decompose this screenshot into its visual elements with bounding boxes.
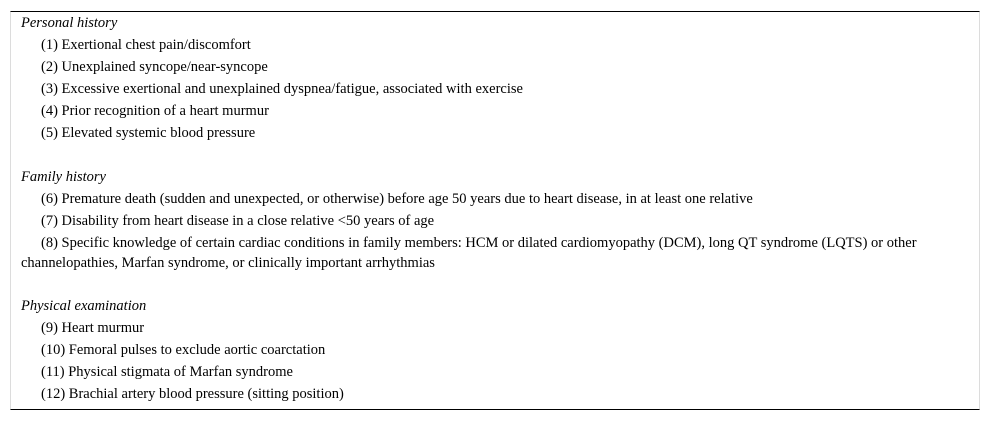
list-item: (8) Specific knowledge of certain cardiac conditions in family members: HCM or dilated cardiomyopathy (DCM), long QT syndrome (LQTS) or other channelopathies, Marfan syndrome, or clinically important arrhythmias [21,235,917,271]
section-heading-family-history: Family history [21,169,106,185]
list-item: (9) Heart murmur [41,320,145,336]
table-content [21,12,971,405]
list-item: (12) Brachial artery blood pressure (sitting position) [41,386,344,402]
list-item: (1) Exertional chest pain/discomfort [41,37,251,53]
list-item: (7) Disability from heart disease in a close relative <50 years of age [41,213,435,229]
section-heading-physical-examination: Physical examination [21,298,147,314]
list-item: (11) Physical stigmata of Marfan syndrome [41,364,293,380]
list-item: (2) Unexplained syncope/near-syncope [41,59,268,75]
list-item: (5) Elevated systemic blood pressure [41,125,256,141]
section-spacer [21,273,971,295]
section-heading-personal-history: Personal history [21,15,118,31]
list-item: (4) Prior recognition of a heart murmur [41,103,269,119]
screening-table [10,11,980,410]
list-item: (6) Premature death (sudden and unexpected, or otherwise) before age 50 years due to heart disease, in at least one relative [41,191,753,207]
list-item: (10) Femoral pulses to exclude aortic coarctation [41,342,326,358]
section-spacer [21,144,971,166]
list-item: (3) Excessive exertional and unexplained dyspnea/fatigue, associated with exercise [41,81,523,97]
